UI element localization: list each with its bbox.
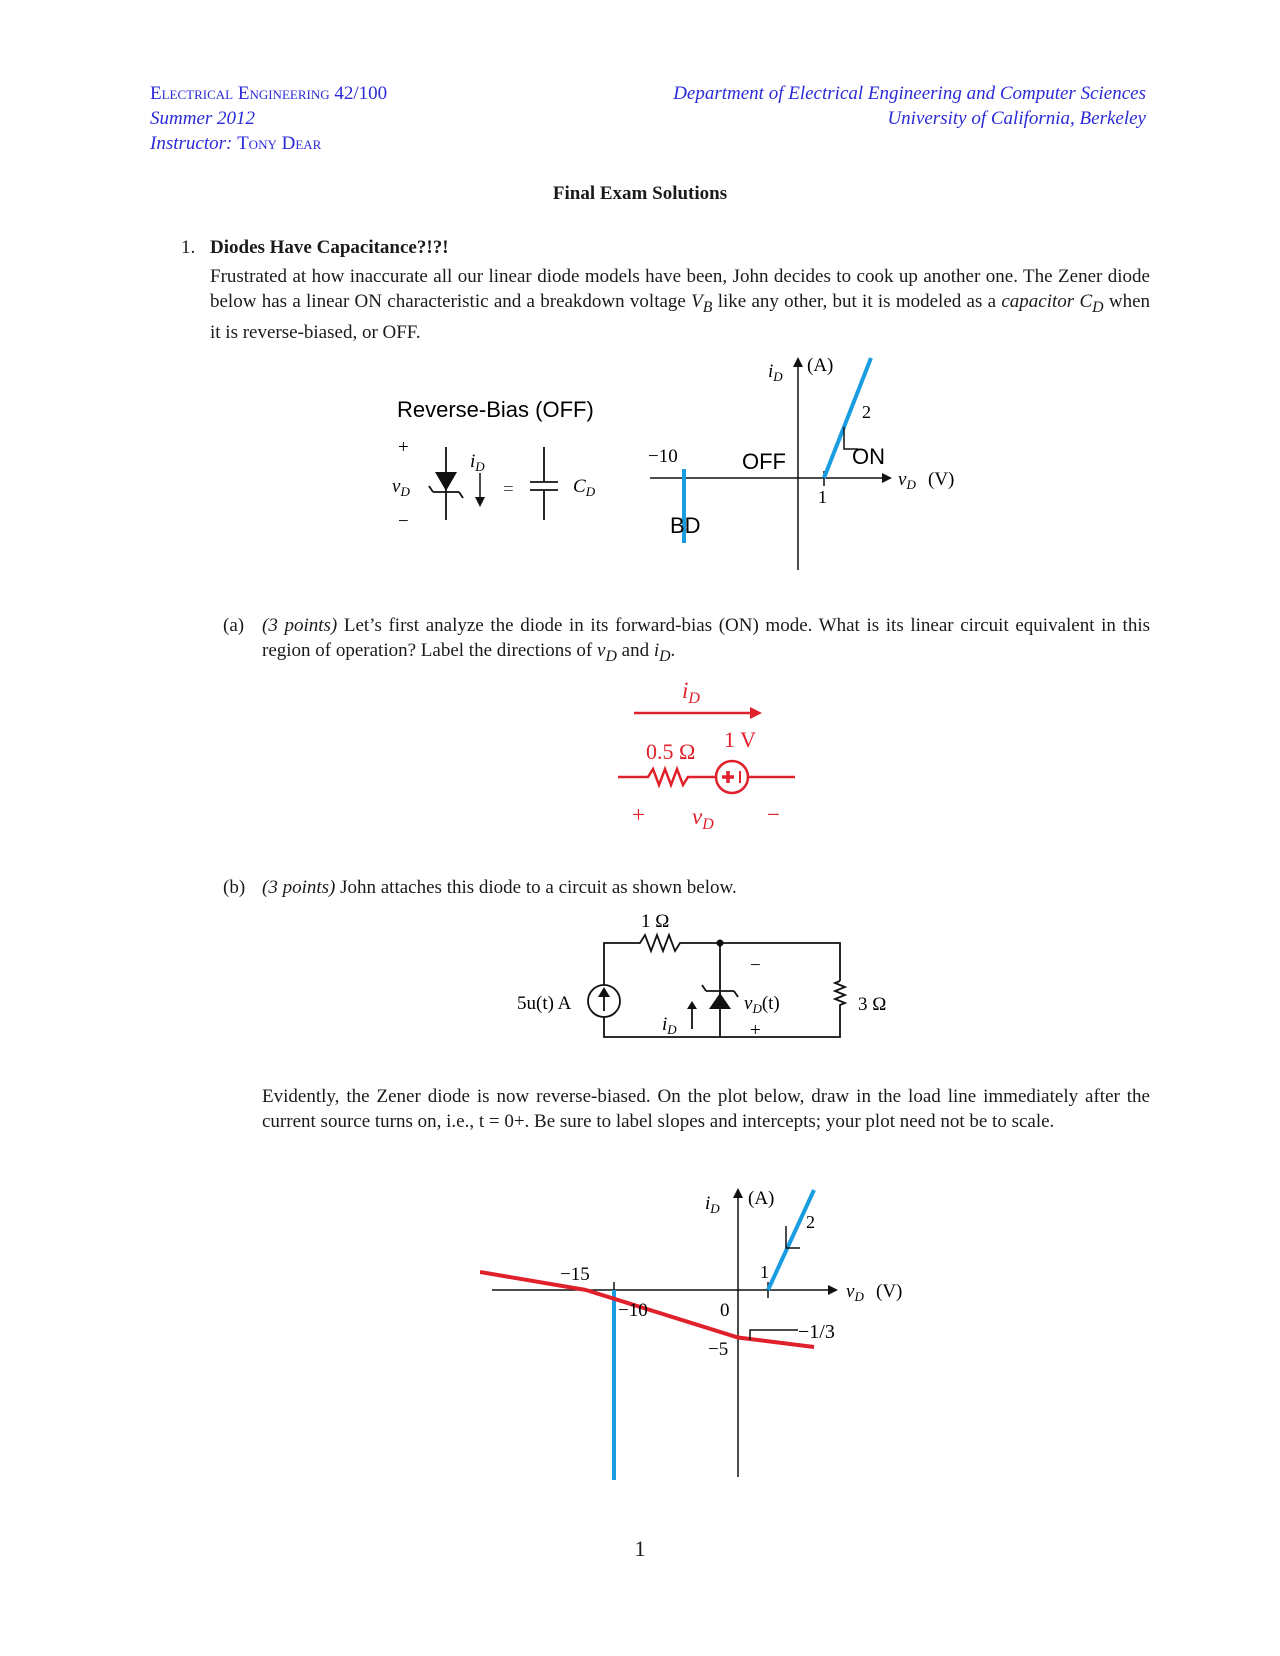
region-bd: BD xyxy=(670,513,701,538)
answer-resistance: 0.5 Ω xyxy=(646,739,696,764)
department-header xyxy=(673,81,1146,131)
problem-intro: Frustrated at how inaccurate all our linear diode models have been, John decides to cook up another one. The Zener diode below has a linear ON characteristic and a breakdown voltage $V_B$ like any other, but it is modeled as a capacitor $C_D$ when it is reverse-biased, or OFF. xyxy=(210,266,1151,343)
chart-annotation-slope2: 2 xyxy=(806,1212,815,1232)
course-term: Summer 2012 xyxy=(150,108,256,129)
source-label: 5u(t) A xyxy=(517,993,572,1014)
r2-label: 3 Ω xyxy=(858,994,887,1015)
chart-tick-neg5: −5 xyxy=(708,1339,729,1360)
r1-label: 1 Ω xyxy=(641,911,670,932)
page-number: 1 xyxy=(634,1536,646,1561)
figure-part-a-answer xyxy=(600,665,820,840)
chart-tick-zero: 0 xyxy=(720,1300,730,1321)
answer-current-label: $i_D$ xyxy=(682,678,700,707)
equals-sign: = xyxy=(503,479,514,500)
course-instructor: Instructor: Tony Dear xyxy=(150,133,322,154)
chart-x-label: $v_D$ xyxy=(846,1281,864,1304)
answer-source: 1 V xyxy=(724,727,756,752)
chart-y-unit: (A) xyxy=(748,1188,775,1209)
figure-circuit xyxy=(510,905,910,1050)
university-name: University of California, Berkeley xyxy=(887,108,1146,129)
vd-label: $v_D(t)$ xyxy=(744,993,780,1016)
answer-minus: − xyxy=(767,802,780,827)
problem-title: Diodes Have Capacitance?!?! xyxy=(210,237,449,258)
model-cd-label: $C_D$ xyxy=(573,476,596,499)
answer-resistor xyxy=(618,769,715,785)
slope-label: 2 xyxy=(862,402,871,422)
chart-annotation-slope-load: −1/3 xyxy=(798,1321,835,1343)
iv-graph-1 xyxy=(648,355,954,570)
zener-diode xyxy=(709,993,731,1009)
part-b-note: Evidently, the Zener diode is now reverse-biased. On the plot below, draw in the load line immediately after the current source turns on, i.e., t = 0+. Be sure to label slopes and intercepts; your plot need not be to scale. xyxy=(262,1086,1150,1132)
chart-x-unit: (V) xyxy=(876,1281,903,1302)
chart-y-label: $i_D$ xyxy=(705,1193,720,1216)
answer-plus: + xyxy=(632,802,645,827)
part-a-text: (3 points) Let’s first analyze the diode in its forward-bias (ON) mode. What is its linear circuit equivalent in this region of operation? Label the directions of $v_D$ and $i_D$. xyxy=(262,615,1150,665)
capacitor-symbol xyxy=(530,447,558,520)
load-line-chart xyxy=(480,1180,940,1480)
current-arrowhead xyxy=(475,497,485,507)
id-label: $i_D$ xyxy=(662,1014,677,1037)
department-name: Department of Electrical Engineering and Computer Sciences xyxy=(673,83,1146,104)
y-axis-label: $i_D$ xyxy=(768,361,783,384)
part-b-label: (b) xyxy=(223,877,246,898)
chart-tick-neg15: −15 xyxy=(560,1264,590,1285)
model-title: Reverse-Bias (OFF) xyxy=(397,397,594,422)
model-vd-label: $v_D$ xyxy=(392,476,410,499)
page-title: Final Exam Solutions xyxy=(552,183,728,204)
zener-diode-symbol xyxy=(429,447,463,520)
y-axis-unit: (A) xyxy=(807,355,834,376)
model-minus: − xyxy=(398,511,409,532)
figure-diode-model xyxy=(370,355,990,580)
course-title: Electrical Engineering 42/100 xyxy=(150,83,388,104)
part-a-label: (a) xyxy=(223,615,245,636)
model-id-label: $i_D$ xyxy=(470,451,485,474)
chart-tick-one: 1 xyxy=(760,1262,769,1282)
chart-series-0 xyxy=(768,1190,814,1290)
part-b-text: (3 points) John attaches this diode to a circuit as shown below. xyxy=(262,877,737,898)
region-on: ON xyxy=(852,444,885,469)
x-axis-unit: (V) xyxy=(928,469,955,490)
region-off: OFF xyxy=(742,449,786,474)
on-tick: 1 xyxy=(818,487,827,507)
x-axis-label: $v_D$ xyxy=(898,469,916,492)
chart-tick-neg10: −10 xyxy=(618,1300,648,1321)
vd-minus: − xyxy=(750,955,761,976)
vd-plus: + xyxy=(750,1020,761,1041)
problem-number: 1. xyxy=(181,237,196,258)
breakdown-tick: −10 xyxy=(648,446,678,467)
course-header xyxy=(150,81,387,156)
answer-vd: $v_D$ xyxy=(692,804,714,833)
model-plus: + xyxy=(398,437,409,458)
